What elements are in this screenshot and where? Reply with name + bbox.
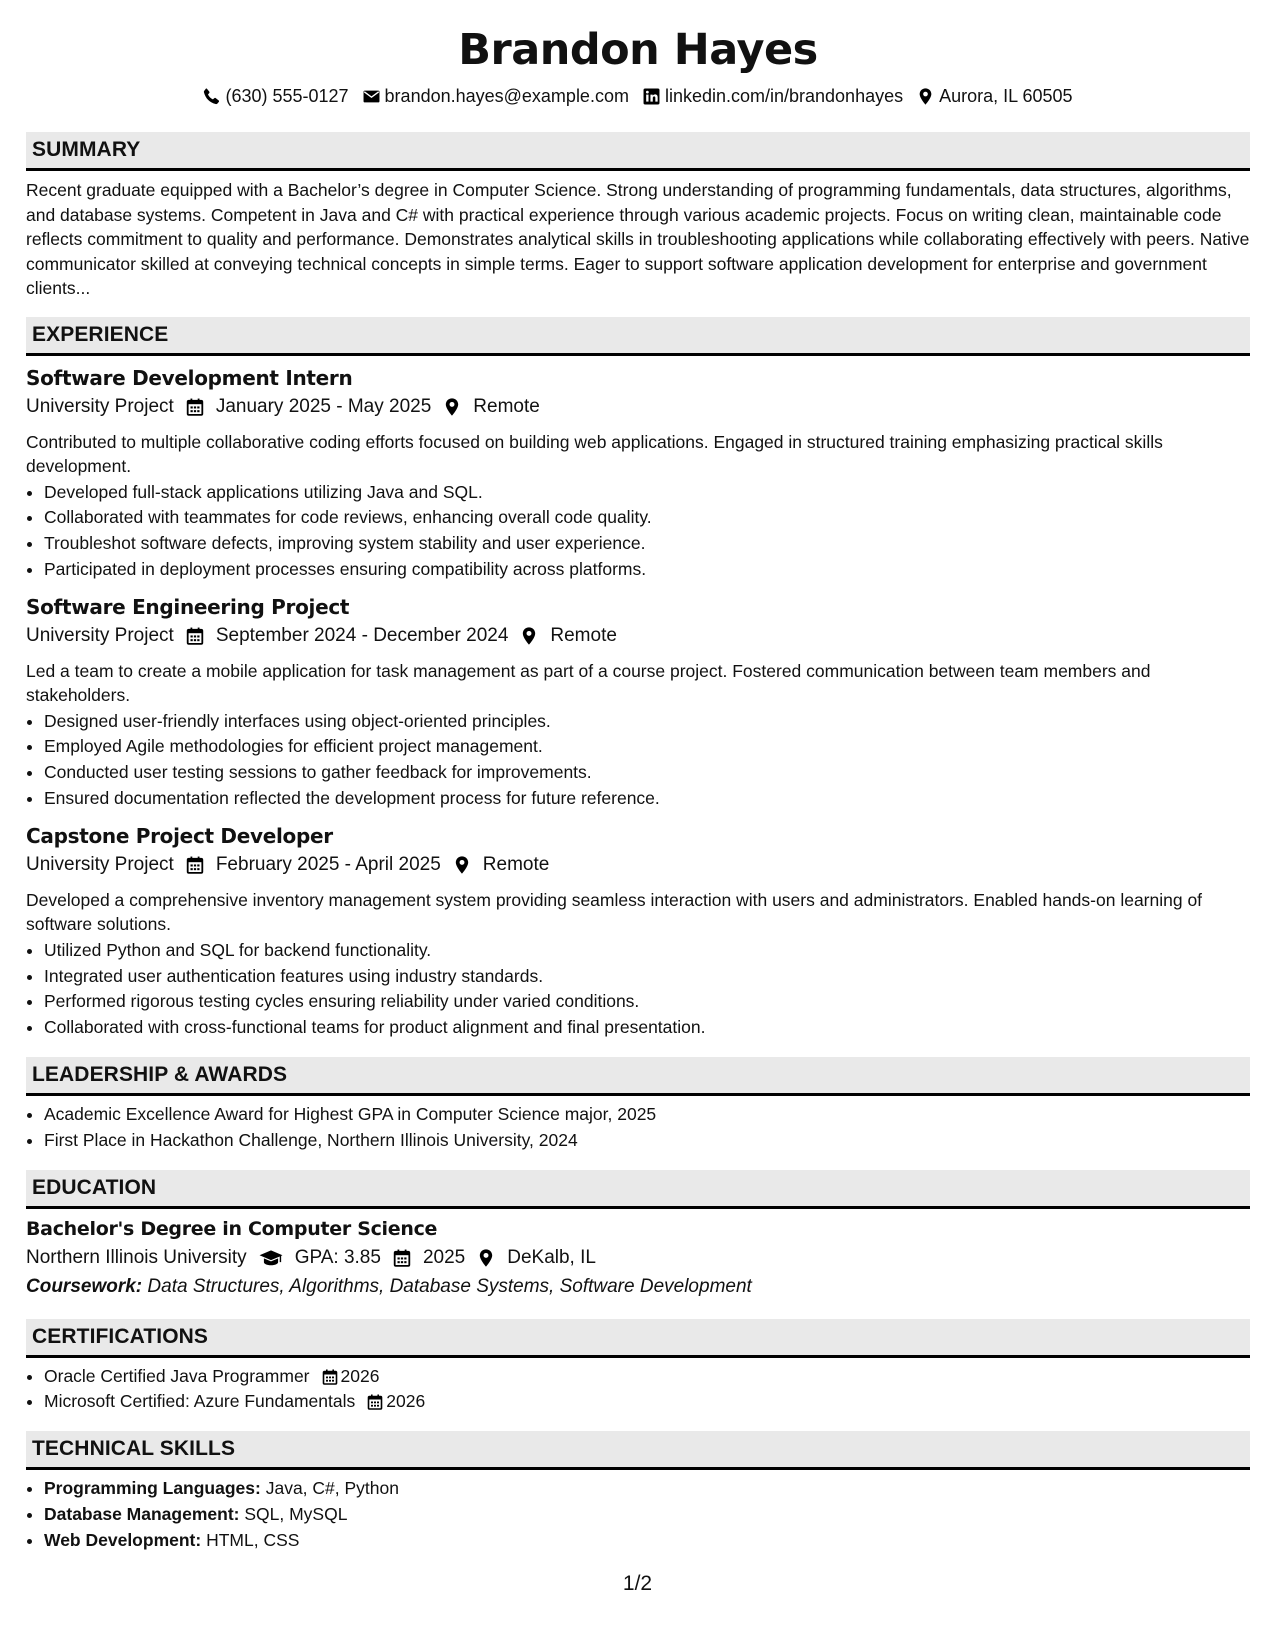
list-item: • Troubleshot software defects, improving system stability and user experience.: [44, 531, 1250, 557]
list-item: [44, 1502, 1250, 1528]
linkedin-icon: [643, 88, 660, 105]
skill-label: Programming Languages:: [44, 1478, 261, 1499]
job-meta: [26, 850, 1250, 880]
contact-email: [363, 86, 629, 107]
job-description: Developed a comprehensive inventory management system providing seamless interaction with users and administrators. Enabled hands-on learning of software solutions.: [26, 889, 1203, 934]
school-location: DeKalb, IL: [507, 1246, 596, 1268]
list-item: • Designed user-friendly interfaces using object-oriented principles.: [44, 709, 1250, 735]
skills-section-header: [26, 1431, 1250, 1470]
phone-icon: [203, 88, 220, 105]
job-title: Capstone Project Developer: [26, 823, 333, 848]
job-location: Remote: [550, 624, 617, 646]
list-item: • Developed full-stack applications utilizing Java and SQL.: [44, 480, 1250, 506]
job-dates: September 2024 - December 2024: [215, 624, 509, 646]
calendar-icon: [322, 1369, 338, 1385]
awards-section-header: [26, 1057, 1250, 1096]
summary-text: Recent graduate equipped with a Bachelor’s degree in Computer Science. Strong understanding of programming fundamentals, data structures, algorithms, and database systems. Competent in Java and C# with practical experience through various academic projects. Focus on writing clean, maintainable code reflects commitment to quality and performance. Demonstrates analytical skills in troubleshooting applications while collaborating effectively with peers. Native communicator skilled at conveying technical concepts in simple terms. Eager to support software application development for enterprise and government clients...: [26, 180, 1250, 298]
section-title: EDUCATION: [32, 1175, 157, 1199]
contact-linkedin: [643, 86, 903, 107]
map-pin-icon: [477, 1249, 495, 1267]
gpa: GPA: 3.85: [294, 1246, 381, 1268]
calendar-icon: [393, 1249, 411, 1267]
job-meta: [26, 392, 1250, 422]
contact-location: [917, 86, 1072, 107]
job-entry: [26, 593, 1250, 812]
job-meta: [26, 621, 1250, 651]
contact-phone: [203, 86, 348, 107]
calendar-icon: [367, 1394, 383, 1410]
candidate-name: Brandon Hayes: [458, 25, 818, 75]
job-bullets: [26, 938, 1250, 1041]
list-item: • Performed rigorous testing cycles ensuring reliability under varied conditions.: [44, 989, 1250, 1015]
certification-year: 2026: [386, 1391, 426, 1412]
job-location: Remote: [482, 853, 550, 875]
job-org: University Project: [26, 853, 174, 875]
certifications-section-header: [26, 1319, 1250, 1358]
skills-list: [26, 1476, 1250, 1553]
list-item: • Collaborated with teammates for code reviews, enhancing overall code quality.: [44, 505, 1250, 531]
skill-label: Web Development:: [44, 1529, 202, 1550]
section-title: TECHNICAL SKILLS: [32, 1437, 236, 1461]
list-item: • Conducted user testing sessions to gather feedback for improvements.: [44, 760, 1250, 786]
linkedin-link[interactable]: linkedin.com/in/brandonhayes: [664, 85, 904, 106]
job-title: Software Development Intern: [26, 365, 353, 390]
job-bullets: [26, 480, 1250, 583]
section-title: EXPERIENCE: [32, 322, 169, 346]
list-item: • Academic Excellence Award for Highest GPA in Computer Science major, 2025: [44, 1102, 1250, 1128]
job-dates: February 2025 - April 2025: [215, 853, 441, 875]
coursework-list: Data Structures, Algorithms, Database Systems, Software Development: [147, 1275, 752, 1297]
certification-year: 2026: [340, 1365, 380, 1386]
location-text: Aurora, IL 60505: [939, 85, 1073, 106]
skill-value: HTML, CSS: [206, 1529, 300, 1550]
contact-bar: [26, 82, 1250, 110]
school-name: Northern Illinois University: [26, 1246, 247, 1268]
list-item: • Utilized Python and SQL for backend functionality.: [44, 938, 1250, 964]
list-item: • Participated in deployment processes ensuring compatibility across platforms.: [44, 557, 1250, 583]
calendar-icon: [186, 856, 204, 874]
awards-list: [26, 1102, 1250, 1154]
certifications-list: [26, 1364, 1250, 1416]
education-meta: [26, 1243, 1250, 1273]
job-description: Led a team to create a mobile application for task management as part of a course project. Fostered communication between team members and stakeholders.: [26, 660, 1151, 705]
job-dates: January 2025 - May 2025: [215, 395, 432, 417]
skill-label: Database Management:: [44, 1504, 240, 1525]
list-item: [44, 1389, 1250, 1415]
list-item: • First Place in Hackathon Challenge, Northern Illinois University, 2024: [44, 1128, 1250, 1154]
section-title: CERTIFICATIONS: [32, 1324, 209, 1348]
certification-name: • Oracle Certified Java Programmer: [44, 1365, 310, 1386]
degree-title: Bachelor's Degree in Computer Science: [26, 1217, 438, 1240]
list-item: • Collaborated with cross-functional teams for product alignment and final presentation.: [44, 1015, 1250, 1041]
job-entry: [26, 364, 1250, 583]
summary-section-header: [26, 132, 1250, 171]
education-section-header: [26, 1170, 1250, 1209]
map-pin-icon: [443, 398, 461, 416]
list-item: • Ensured documentation reflected the development process for future reference.: [44, 786, 1250, 812]
job-bullets: [26, 709, 1250, 812]
section-title: SUMMARY: [32, 138, 141, 161]
map-pin-icon: [520, 627, 538, 645]
graduation-cap-icon: [259, 1249, 283, 1267]
page-number: 1/2: [622, 1572, 653, 1595]
skill-value: Java, C#, Python: [265, 1478, 399, 1499]
skill-value: SQL, MySQL: [244, 1504, 348, 1525]
envelope-icon: [363, 88, 380, 105]
list-item: • Employed Agile methodologies for efficient project management.: [44, 734, 1250, 760]
list-item: • Integrated user authentication features using industry standards.: [44, 964, 1250, 990]
job-description: Contributed to multiple collaborative coding efforts focused on building web applications. Engaged in structured training emphasizing practical skills development.: [26, 431, 1163, 476]
graduation-year: 2025: [422, 1246, 466, 1268]
phone-text[interactable]: (630) 555-0127: [225, 85, 349, 106]
list-item: [44, 1476, 1250, 1502]
calendar-icon: [186, 627, 204, 645]
job-org: University Project: [26, 624, 174, 646]
resume-page: [26, 0, 1250, 1554]
certification-name: • Microsoft Certified: Azure Fundamentals: [44, 1391, 356, 1412]
section-title: LEADERSHIP & AWARDS: [32, 1063, 288, 1087]
map-pin-icon: [453, 856, 471, 874]
email-link[interactable]: brandon.hayes@example.com: [384, 85, 629, 106]
job-title: Software Engineering Project: [26, 594, 350, 619]
job-entry: [26, 822, 1250, 1041]
job-org: University Project: [26, 395, 174, 417]
list-item: [44, 1528, 1250, 1554]
job-location: Remote: [473, 395, 540, 417]
coursework: [26, 1273, 1250, 1301]
experience-section-header: [26, 317, 1250, 356]
coursework-label: Coursework:: [26, 1275, 143, 1297]
list-item: [44, 1364, 1250, 1390]
map-pin-icon: [917, 88, 934, 105]
calendar-icon: [186, 398, 204, 416]
